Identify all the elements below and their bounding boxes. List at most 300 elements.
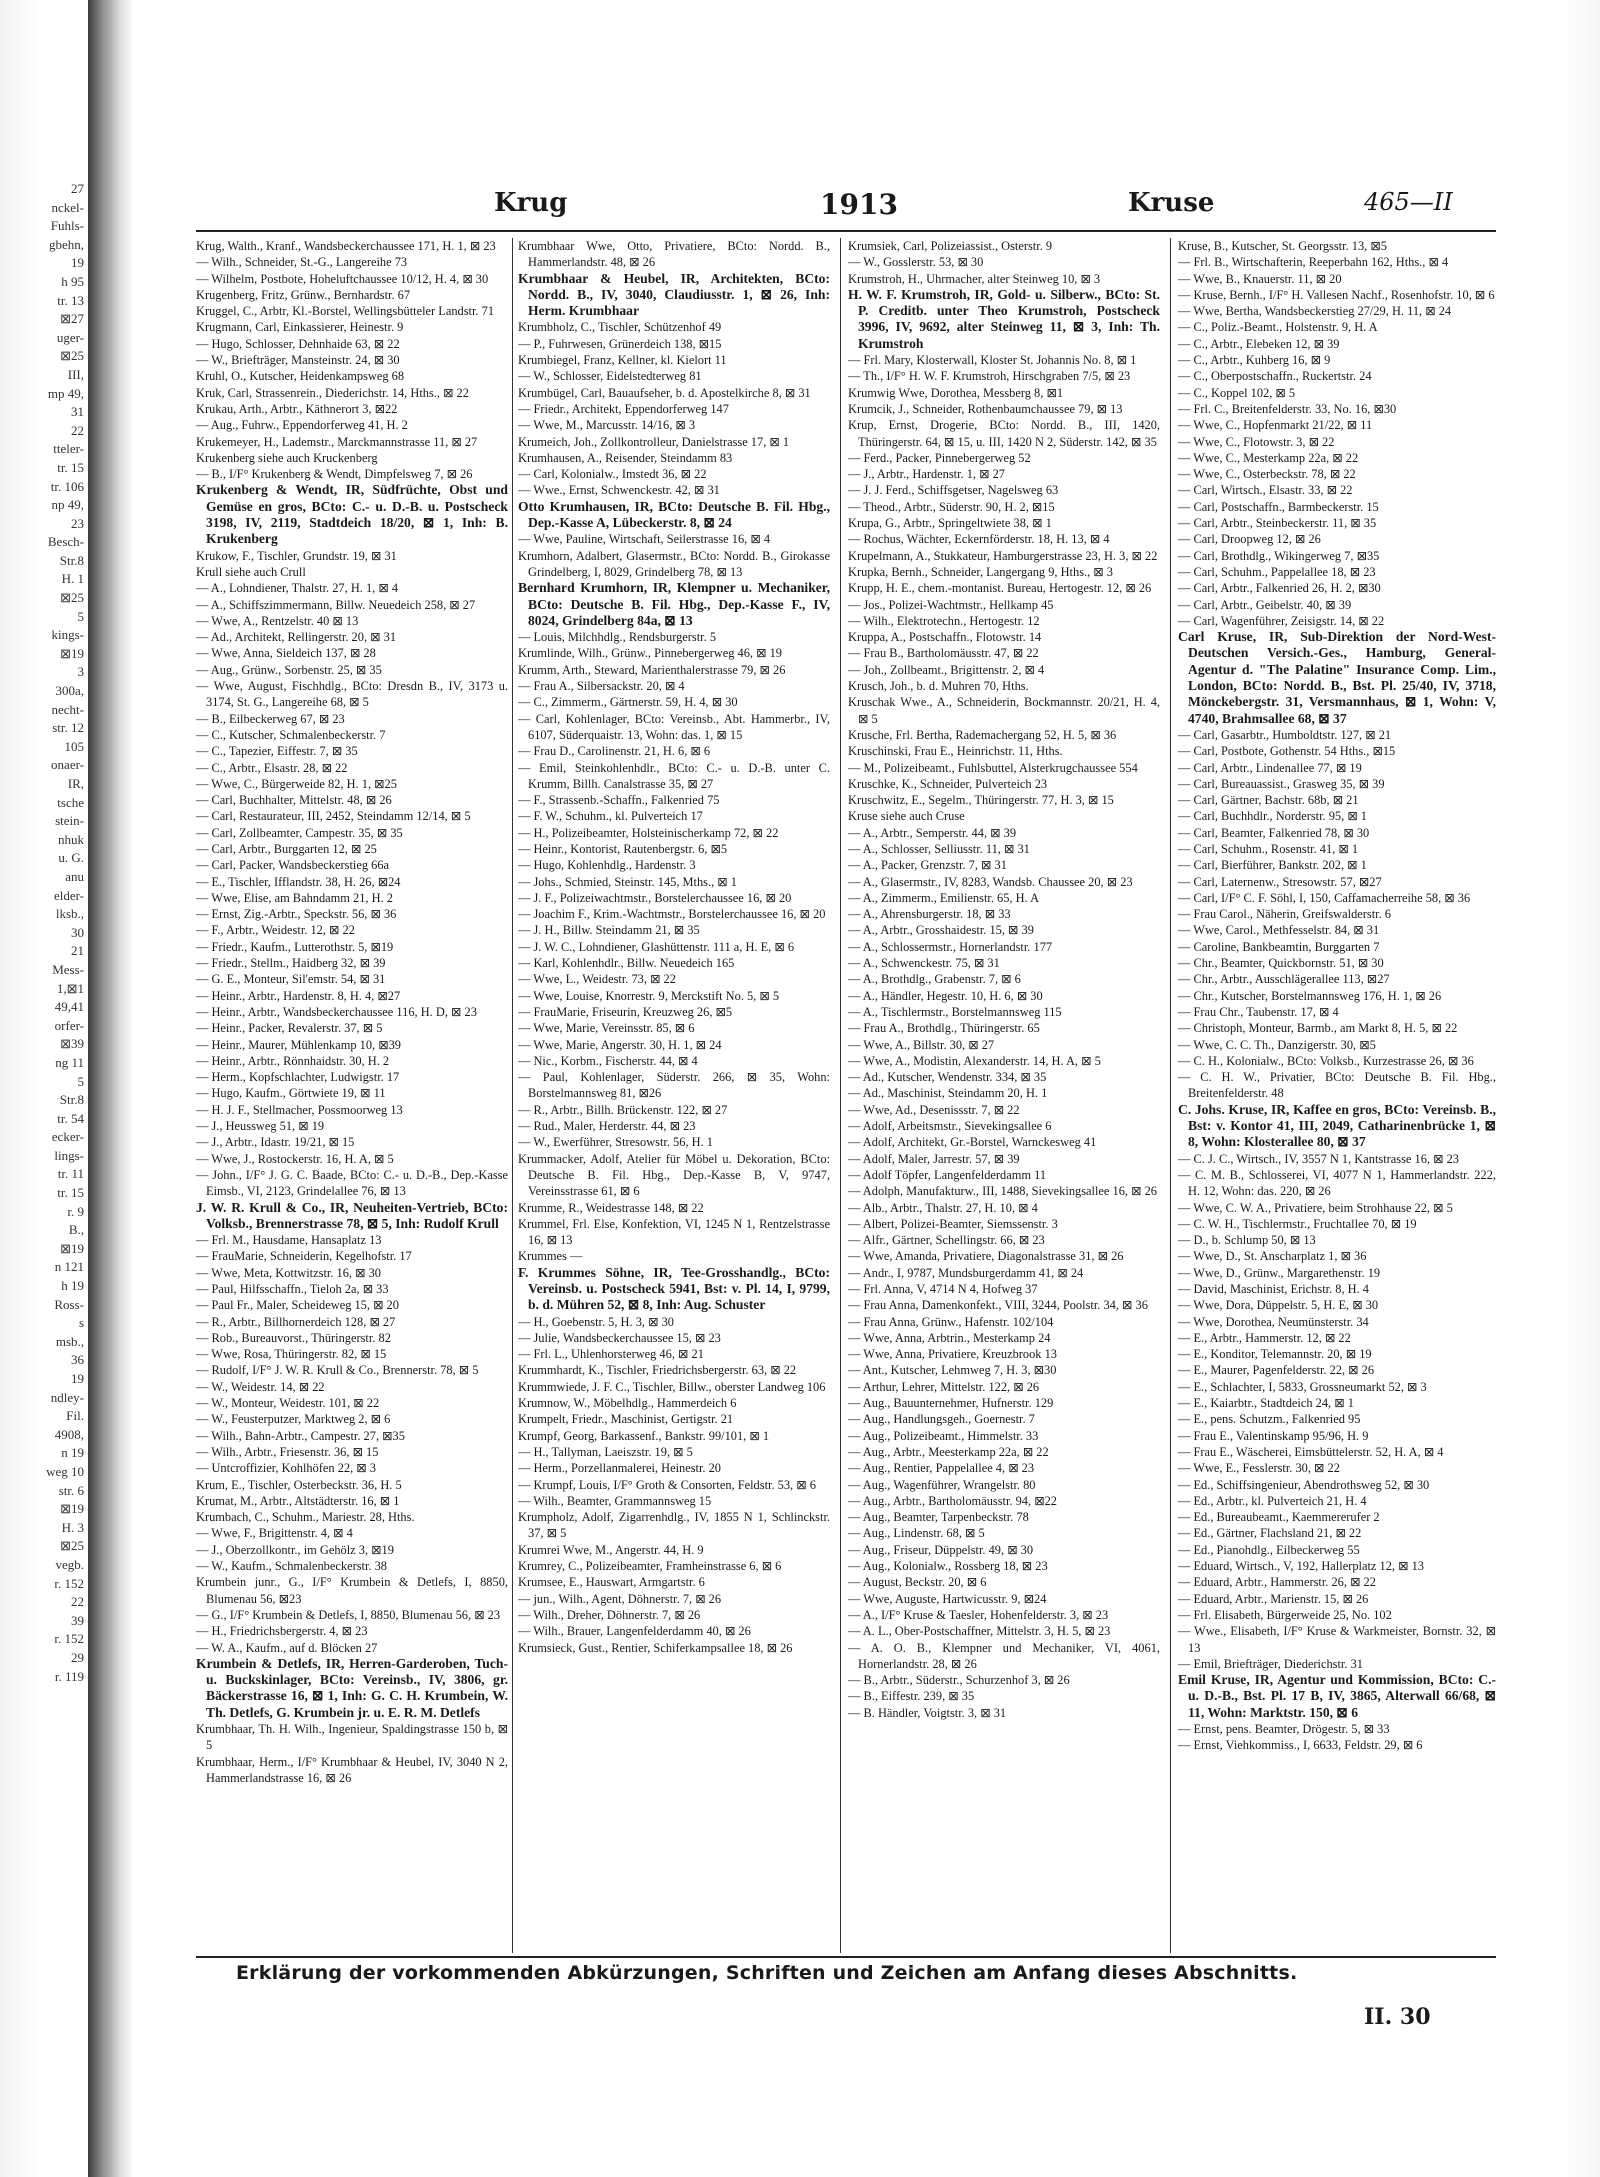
facing-page-fragment: s bbox=[78, 1315, 84, 1331]
directory-entry: — A., Packer, Grenzstr. 7, ⊠ 31 bbox=[848, 858, 1007, 873]
directory-entry: — Aug., Beamter, Tarpenbeckstr. 78 bbox=[848, 1510, 1029, 1525]
directory-entry: — Frau Carol., Näherin, Greifswalderstr. 6 bbox=[1178, 907, 1391, 922]
directory-entry: Krumlinde, Wilh., Grünw., Pinnebergerweg 46, ⊠ 19 bbox=[518, 646, 782, 661]
directory-page bbox=[196, 178, 1496, 2058]
directory-entry: — Hugo, Kaufm., Görtwiete 19, ⊠ 11 bbox=[196, 1086, 386, 1101]
directory-entry: — Carl, Buchhalter, Mittelstr. 48, ⊠ 26 bbox=[196, 793, 392, 808]
facing-page-fragment: str. 6 bbox=[58, 1482, 84, 1498]
directory-entry: — Frau E., Valentinskamp 95/96, H. 9 bbox=[1178, 1428, 1369, 1443]
directory-entry: Krummel, Frl. Else, Konfektion, VI, 1245 N 1, Rentzelstrasse 16, ⊠ 13 bbox=[518, 1216, 830, 1248]
facing-page-fragment: 5 bbox=[77, 608, 84, 624]
facing-page-fragment: ⊠25 bbox=[60, 1538, 84, 1554]
directory-entry: — Wilh., Bahn-Arbtr., Campestr. 27, ⊠35 bbox=[196, 1428, 405, 1443]
directory-entry: — Ad., Architekt, Rellingerstr. 20, ⊠ 31 bbox=[196, 630, 397, 645]
directory-entry: Kruppa, A., Postschaffn., Flotowstr. 14 bbox=[848, 630, 1042, 645]
facing-page-fragment: ng 11 bbox=[55, 1054, 84, 1070]
directory-entry: — C. H. W., Privatier, BCto: Deutsche B. Fil. Hbg., Breitenfelderstr. 48 bbox=[1178, 1070, 1496, 1101]
directory-entry: — Untcroffizier, Kohlhöfen 22, ⊠ 3 bbox=[196, 1461, 376, 1476]
directory-entry: — C., Arbtr., Kuhberg 16, ⊠ 9 bbox=[1178, 353, 1331, 368]
directory-entry: — Adolf, Architekt, Gr.-Borstel, Warnckesweg 41 bbox=[848, 1135, 1097, 1150]
directory-entry: — Wwe, Bertha, Wandsbeckerstieg 27/29, H. 11, ⊠ 24 bbox=[1178, 304, 1452, 319]
facing-page-fragment: Str.8 bbox=[59, 1092, 84, 1108]
directory-entry: Kruhl, O., Kutscher, Heidenkampsweg 68 bbox=[196, 369, 405, 384]
directory-entry: Kruse, B., Kutscher, St. Georgsstr. 13, ⊠5 bbox=[1178, 239, 1387, 253]
facing-page-fragment: ⊠19 bbox=[60, 1240, 84, 1256]
directory-entry: — Heinr., Packer, Revalerstr. 37, ⊠ 5 bbox=[196, 1021, 383, 1036]
directory-entry: — Heinr., Maurer, Mühlenkamp 10, ⊠39 bbox=[196, 1037, 402, 1052]
directory-entry: — Adolf Töpfer, Langenfelderdamm 11 bbox=[848, 1167, 1047, 1182]
directory-entry: — Carl, Arbtr., Burggarten 12, ⊠ 25 bbox=[196, 841, 377, 856]
entry-columns bbox=[196, 238, 1496, 1953]
facing-page-fragment: ⊠25 bbox=[60, 348, 84, 364]
directory-entry: — Hugo, Kohlenhdlg., Hardenstr. 3 bbox=[518, 858, 696, 873]
directory-entry: — Adolph, Manufakturw., III, 1488, Sievekingsallee 16, ⊠ 26 bbox=[848, 1184, 1157, 1199]
directory-entry: — Friedr., Stellm., Haidberg 32, ⊠ 39 bbox=[196, 956, 386, 971]
directory-entry: — B., Eiffestr. 239, ⊠ 35 bbox=[848, 1689, 975, 1704]
directory-entry: Bernhard Krumhorn, IR, Klempner u. Mechaniker, BCto: Deutsche B. Fil. Hbg., Dep.-Kasse F., IV, 8024, Grindelberg 84a, ⊠ 13 bbox=[518, 580, 830, 628]
directory-entry: — Jos., Polizei-Wachtmstr., Hellkamp 45 bbox=[848, 597, 1054, 612]
directory-entry: — Emil, Steinkohlenhdlr., BCto: C.- u. D.-B. unter C. Krumm, Billh. Canalstrasse 35, ⊠ 27 bbox=[518, 760, 830, 791]
directory-entry: — Wwe, E., Fesslerstr. 30, ⊠ 22 bbox=[1178, 1461, 1340, 1476]
directory-entry: Krukenberg & Wendt, IR, Südfrüchte, Obst und Gemüse en gros, BCto: C.- u. D.-B. u. Postscheck 3198, IV, 2119, Stadtdeich 18/20, ⊠ 1, Inh: B. Krukenberg bbox=[196, 482, 508, 547]
facing-page-fragment: Str.8 bbox=[59, 552, 84, 568]
facing-page-fragment: r. 119 bbox=[54, 1668, 84, 1684]
directory-entry: — A., Arbtr., Grosshaidestr. 15, ⊠ 39 bbox=[848, 923, 1034, 938]
column-divider bbox=[1170, 238, 1171, 1953]
directory-entry: Krumbhaar, Th. H. Wilh., Ingenieur, Spaldingstrasse 150 b, ⊠ 5 bbox=[196, 1722, 508, 1753]
directory-entry: — E., Kaiarbtr., Stadtdeich 24, ⊠ 1 bbox=[1178, 1396, 1354, 1411]
directory-entry: — H., Tallyman, Laeiszstr. 19, ⊠ 5 bbox=[518, 1444, 693, 1459]
directory-entry: — Wwe., Elisabeth, I/F° Kruse & Warkmeister, Bornstr. 32, ⊠ 13 bbox=[1178, 1624, 1496, 1655]
facing-page-fragment: 19 bbox=[71, 1371, 84, 1386]
directory-entry: — Heinr., Arbtr., Wandsbeckerchaussee 116, H. D, ⊠ 23 bbox=[196, 1004, 477, 1019]
directory-entry: — A., Glasermstr., IV, 8283, Wandsb. Chaussee 20, ⊠ 23 bbox=[848, 874, 1133, 889]
facing-page-fragment: tr. 11 bbox=[57, 1166, 84, 1182]
column-1 bbox=[196, 238, 508, 1953]
directory-entry: — Ant., Kutscher, Lehmweg 7, H. 3, ⊠30 bbox=[848, 1363, 1057, 1378]
directory-entry: — Carl, Schuhm., Rosenstr. 41, ⊠ 1 bbox=[1178, 841, 1359, 856]
directory-entry: — R., Arbtr., Billh. Brückenstr. 122, ⊠ 27 bbox=[518, 1102, 728, 1117]
directory-entry: Krumme, R., Weidestrasse 148, ⊠ 22 bbox=[518, 1200, 704, 1215]
directory-entry: Krumnow, W., Möbelhdlg., Hammerdeich 6 bbox=[518, 1396, 737, 1411]
directory-entry: — Carl, Laternenw., Stresowstr. 57, ⊠27 bbox=[1178, 874, 1382, 889]
directory-entry: — H., Friedrichsbergerstr. 4, ⊠ 23 bbox=[196, 1624, 368, 1639]
directory-entry: — Rudolf, I/F° J. W. R. Krull & Co., Brennerstr. 78, ⊠ 5 bbox=[196, 1363, 479, 1378]
directory-entry: — Wwe, A., Modistin, Alexanderstr. 14, H. A, ⊠ 5 bbox=[848, 1053, 1101, 1068]
directory-entry: — Carl, Arbtr., Lindenallee 77, ⊠ 19 bbox=[1178, 760, 1362, 775]
directory-entry: C. Johs. Kruse, IR, Kaffee en gros, BCto: Vereinsb. B., Bst: v. Kontor 41, III, 2049, Catharinenbrücke 1, ⊠ 8, Wohn: Klosterallee 80, ⊠ 37 bbox=[1178, 1101, 1496, 1150]
directory-entry: — Paul, Kohlenlager, Süderstr. 266, ⊠ 35, Wohn: Borstelmannsweg 81, ⊠26 bbox=[518, 1070, 830, 1101]
directory-entry: — Eduard, Arbtr., Hammerstr. 26, ⊠ 22 bbox=[1178, 1575, 1376, 1590]
directory-entry: — Caroline, Bankbeamtin, Burggarten 7 bbox=[1178, 939, 1380, 954]
directory-entry: — C. M. B., Schlosserei, VI, 4077 N 1, Hammerlandstr. 222, H. 12, Wohn: das. 220, ⊠ 26 bbox=[1178, 1167, 1496, 1199]
directory-entry: — Joachim F., Krim.-Wachtmstr., Borstelerchaussee 16, ⊠ 20 bbox=[518, 907, 826, 922]
header-rule bbox=[196, 230, 1496, 232]
directory-entry: — Wilh., Elektrotechn., Hertogestr. 12 bbox=[848, 613, 1040, 628]
directory-entry: — A. L., Ober-Postschaffner, Mittelstr. 3, H. 5, ⊠ 23 bbox=[848, 1624, 1111, 1639]
facing-page-fragment: elder- bbox=[53, 887, 84, 903]
directory-entry: — Chr., Kutscher, Borstelmannsweg 176, H. 1, ⊠ 26 bbox=[1178, 988, 1442, 1003]
book-gutter bbox=[88, 0, 134, 2177]
facing-page-fragment: 300a, bbox=[55, 683, 84, 699]
directory-entry: — Carl, Brothdlg., Wikingerweg 7, ⊠35 bbox=[1178, 548, 1380, 563]
directory-entry: — jun., Wilh., Agent, Döhnerstr. 7, ⊠ 26 bbox=[518, 1591, 722, 1606]
directory-entry: — Carl, Gärtner, Bachstr. 68b, ⊠ 21 bbox=[1178, 793, 1359, 808]
directory-entry: — Wwe, A., Billstr. 30, ⊠ 27 bbox=[848, 1037, 995, 1052]
directory-entry: — C., Kutscher, Schmalenbeckerstr. 7 bbox=[196, 727, 386, 742]
directory-entry: — B., Eilbeckerweg 67, ⊠ 23 bbox=[196, 711, 345, 726]
directory-entry: — Wwe, C. C. Th., Danzigerstr. 30, ⊠5 bbox=[1178, 1037, 1376, 1052]
directory-entry: — M., Polizeibeamt., Fuhlsbuttel, Alsterkrugchaussee 554 bbox=[848, 760, 1138, 775]
directory-entry: — W., Weidestr. 14, ⊠ 22 bbox=[196, 1379, 325, 1394]
directory-entry: — Rochus, Wächter, Eckernförderstr. 18, H. 13, ⊠ 4 bbox=[848, 532, 1110, 547]
facing-page-fragment: ⊠19 bbox=[60, 1501, 84, 1517]
facing-page-fragment: gbehn, bbox=[48, 236, 84, 252]
directory-entry: — Frau E., Wäscherei, Eimsbüttelerstr. 52, H. A, ⊠ 4 bbox=[1178, 1444, 1444, 1459]
directory-entry: — Louis, Milchhdlg., Rendsburgerstr. 5 bbox=[518, 630, 717, 645]
directory-entry: — Carl, Postschaffn., Barmbeckerstr. 15 bbox=[1178, 499, 1379, 514]
directory-entry: — Wwe, Marie, Angerstr. 30, H. 1, ⊠ 24 bbox=[518, 1037, 722, 1052]
directory-entry: Krusche, Frl. Bertha, Rademachergang 52, H. 5, ⊠ 36 bbox=[848, 727, 1117, 742]
column-divider bbox=[512, 238, 513, 1953]
directory-entry: Krumbach, C., Schuhm., Mariestr. 28, Hths. bbox=[196, 1510, 415, 1525]
directory-entry: — Ed., Schiffsingenieur, Abendrothsweg 52, ⊠ 30 bbox=[1178, 1477, 1430, 1492]
column-3 bbox=[848, 238, 1160, 1953]
directory-entry: — Wwe, Meta, Kottwitzstr. 16, ⊠ 30 bbox=[196, 1265, 381, 1280]
directory-entry: — Eduard, Wirtsch., V, 192, Hallerplatz 12, ⊠ 13 bbox=[1178, 1559, 1424, 1574]
directory-entry: — Wwe, Rosa, Thüringerstr. 82, ⊠ 15 bbox=[196, 1347, 387, 1362]
directory-entry: — Frau Chr., Taubenstr. 17, ⊠ 4 bbox=[1178, 1004, 1339, 1019]
directory-entry: — Hugo, Schlosser, Dehnhaide 63, ⊠ 22 bbox=[196, 336, 400, 351]
directory-entry: — Frl. Anna, V, 4714 N 4, Hofweg 37 bbox=[848, 1282, 1038, 1296]
directory-entry: — John., I/F° J. G. C. Baade, BCto: C.- u. D.-B., Dep.-Kasse Eimsb., VI, 2123, Grindelallee 76, ⊠ 13 bbox=[196, 1167, 508, 1199]
directory-entry: — Frau A., Brothdlg., Thüringerstr. 65 bbox=[848, 1021, 1040, 1036]
directory-entry: F. Krummes Söhne, IR, Tee-Grosshandlg., BCto: Vereinsb. u. Postscheck 5941, Bst: v. Pl. 14, I, 9799, b. d. Mühren 52, ⊠ 8, Inh: Aug. Schuster bbox=[518, 1264, 830, 1313]
facing-page-fragment: ⊠27 bbox=[60, 311, 84, 327]
directory-entry: — Heinr., Arbtr., Hardenstr. 8, H. 4, ⊠27 bbox=[196, 988, 401, 1003]
facing-page-fragment: Mess- bbox=[52, 961, 84, 977]
directory-entry: Krugmann, Carl, Einkassierer, Heinestr. 9 bbox=[196, 320, 404, 335]
directory-entry: — Carl, Schuhm., Pappelallee 18, ⊠ 23 bbox=[1178, 564, 1376, 579]
directory-entry: — C., Poliz.-Beamt., Holstenstr. 9, H. A bbox=[1178, 320, 1378, 335]
directory-entry: Krumsiek, Carl, Polizeiassist., Osterstr. 9 bbox=[848, 239, 1053, 253]
directory-entry: Krummacker, Adolf, Atelier für Möbel u. Dekoration, BCto: Deutsche B. Fil. Hbg., Dep.-Kasse B, V, 9747, Vereinsstrasse 61, ⊠ 6 bbox=[518, 1151, 830, 1199]
directory-entry: — J. J. Ferd., Schiffsgetser, Nagelsweg 63 bbox=[848, 483, 1059, 498]
directory-entry: — C., Zimmerm., Gärtnerstr. 59, H. 4, ⊠ 30 bbox=[518, 695, 738, 710]
facing-page-fragment: 29 bbox=[71, 1649, 84, 1665]
directory-entry: Krum, E., Tischler, Osterbeckstr. 36, H. 5 bbox=[196, 1477, 402, 1492]
directory-entry: Krumbhaar & Heubel, IR, Architekten, BCto: Nordd. B., IV, 3040, Claudiusstr. 1, ⊠ 26, Inh: Herm. Krumbhaar bbox=[518, 270, 830, 319]
directory-entry: — C., Arbtr., Elsastr. 28, ⊠ 22 bbox=[196, 760, 348, 775]
directory-entry: Krumhorn, Adalbert, Glasermstr., BCto: Nordd. B., Girokasse Grindelberg, I, 8029, Grindelberg 78, ⊠ 13 bbox=[518, 548, 830, 579]
facing-page-fragment: nhuk bbox=[58, 831, 84, 847]
directory-entry: — Carl, Droopweg 12, ⊠ 26 bbox=[1178, 532, 1321, 547]
directory-entry: — Carl, Kohlenlager, BCto: Vereinsb., Abt. Hammerbr., IV, 6107, Süderquaistr. 13, Wohn: das. 1, ⊠ 15 bbox=[518, 711, 830, 742]
directory-entry: — Albert, Polizei-Beamter, Siemssenstr. 3 bbox=[848, 1216, 1058, 1231]
directory-entry: — A., Schlosser, Selliusstr. 11, ⊠ 31 bbox=[848, 841, 1030, 856]
facing-page-fragment: 49,41 bbox=[54, 999, 84, 1015]
directory-entry: — Wilh., Dreher, Döhnerstr. 7, ⊠ 26 bbox=[518, 1607, 701, 1622]
directory-entry: — Aug., Arbtr., Meesterkamp 22a, ⊠ 22 bbox=[848, 1444, 1049, 1459]
directory-entry: — Wwe, C., Bürgerweide 82, H. 1, ⊠25 bbox=[196, 776, 397, 791]
directory-entry: — Wwe., Ernst, Schwenckestr. 42, ⊠ 31 bbox=[518, 483, 720, 498]
directory-entry: — J., Arbtr., Idastr. 19/21, ⊠ 15 bbox=[196, 1135, 355, 1150]
directory-entry: — Carl, Wirtsch., Elsastr. 33, ⊠ 22 bbox=[1178, 483, 1353, 498]
directory-entry: — Aug., Rentier, Pappelallee 4, ⊠ 23 bbox=[848, 1461, 1035, 1476]
directory-entry: Krupp, H. E., chem.-montanist. Bureau, Hertogestr. 12, ⊠ 26 bbox=[848, 581, 1152, 596]
directory-entry: — Heinr., Arbtr., Rönnhaidstr. 30, H. 2 bbox=[196, 1053, 390, 1068]
directory-entry: — D., b. Schlump 50, ⊠ 13 bbox=[1178, 1233, 1316, 1248]
directory-entry: — Wilh., Beamter, Grammannsweg 15 bbox=[518, 1493, 712, 1508]
directory-entry: — Ed., Bureaubeamt., Kaemmererufer 2 bbox=[1178, 1510, 1380, 1525]
directory-entry: — Ed., Gärtner, Flachsland 21, ⊠ 22 bbox=[1178, 1526, 1362, 1541]
directory-entry: — Chr., Arbtr., Ausschlägerallee 113, ⊠27 bbox=[1178, 972, 1390, 987]
directory-entry: — Wwe, Ad., Desenissstr. 7, ⊠ 22 bbox=[848, 1102, 1020, 1117]
directory-entry: — Alb., Arbtr., Thalstr. 27, H. 10, ⊠ 4 bbox=[848, 1200, 1038, 1215]
directory-entry: — Emil, Briefträger, Diederichstr. 31 bbox=[1178, 1656, 1363, 1671]
directory-entry: Krukemeyer, H., Lademstr., Marckmannstrasse 11, ⊠ 27 bbox=[196, 434, 478, 449]
directory-entry: — Aug., Lindenstr. 68, ⊠ 5 bbox=[848, 1526, 985, 1541]
directory-entry: — Wwe, C., Flotowstr. 3, ⊠ 22 bbox=[1178, 434, 1335, 449]
facing-page-fragment: kings- bbox=[51, 627, 84, 643]
directory-entry: Krup, Ernst, Drogerie, BCto: Nordd. B., III, 1420, Thüringerstr. 64, ⊠ 15, u. III, 1420 N 2, Süderstr. 142, ⊠ 35 bbox=[848, 418, 1160, 449]
header-year: 1913 bbox=[820, 188, 898, 221]
directory-entry: — Ferd., Packer, Pinnebergerweg 52 bbox=[848, 450, 1031, 465]
facing-page-fragment: H. 1 bbox=[61, 571, 84, 587]
directory-entry: — Frl. Mary, Klosterwall, Kloster St. Johannis No. 8, ⊠ 1 bbox=[848, 353, 1137, 368]
directory-entry: Carl Kruse, IR, Sub-Direktion der Nord-West-Deutschen Versich.-Ges., Hamburg, General-Agentur d. "The Palatine" Insurance Comp. Lim., London, BCto: Nordd. B., Bst. Pl. 25/40, IV, 3718, Mönckebergstr. 31, Versmannhaus, ⊠ 1, Wohn: V, 4740, Brahmsallee 68, ⊠ 37 bbox=[1178, 629, 1496, 726]
facing-page-fragment: nckel- bbox=[51, 199, 84, 215]
directory-entry: Kruschinski, Frau E., Heinrichstr. 11, Hths. bbox=[848, 744, 1063, 759]
facing-page-fragment: np 49, bbox=[51, 497, 84, 513]
directory-entry: Kruschke, K., Schneider, Pulverteich 23 bbox=[848, 776, 1048, 791]
facing-page-fragment: orfer- bbox=[54, 1017, 84, 1033]
directory-entry: — Johs., Schmied, Steinstr. 145, Mths., ⊠ 1 bbox=[518, 874, 737, 889]
directory-entry: — Wilh., Arbtr., Friesenstr. 36, ⊠ 15 bbox=[196, 1444, 379, 1459]
facing-page-fragment: 31 bbox=[71, 404, 84, 420]
facing-page-edge bbox=[0, 180, 88, 2060]
directory-entry: Krumbhaar Wwe, Otto, Privatiere, BCto: Nordd. B., Hammerlandstr. 48, ⊠ 26 bbox=[518, 239, 830, 270]
directory-entry: — Krumpf, Louis, I/F° Groth & Consorten, Feldstr. 53, ⊠ 6 bbox=[518, 1477, 816, 1492]
directory-entry: Krumwig Wwe, Dorothea, Messberg 8, ⊠1 bbox=[848, 385, 1064, 400]
directory-entry: — Carl, Packer, Wandsbeckerstieg 66a bbox=[196, 858, 390, 873]
directory-entry: Krukenberg siehe auch Kruckenberg bbox=[196, 450, 378, 465]
facing-page-fragment: 30 bbox=[71, 924, 84, 940]
directory-entry: Otto Krumhausen, IR, BCto: Deutsche B. Fil. Hbg., Dep.-Kasse A, Lübeckerstr. 8, ⊠ 24 bbox=[518, 498, 830, 531]
directory-entry: — J. F., Polizeiwachtmstr., Borstelerchaussee 16, ⊠ 20 bbox=[518, 890, 792, 905]
directory-entry: — Wwe, L., Weidestr. 73, ⊠ 22 bbox=[518, 972, 676, 987]
directory-entry: — Frl. L., Uhlenhorsterweg 46, ⊠ 21 bbox=[518, 1347, 704, 1362]
directory-entry: — B., Arbtr., Süderstr., Schurzenhof 3, ⊠ 26 bbox=[848, 1673, 1070, 1688]
facing-page-fragment: H. 3 bbox=[61, 1519, 84, 1535]
abbreviation-note: Erklärung der vorkommenden Abkürzungen, Schriften und Zeichen am Anfang dieses Abschnitts. bbox=[236, 1962, 1298, 1984]
directory-entry: — Wwe, Anna, Privatiere, Kreuzbrook 13 bbox=[848, 1347, 1057, 1362]
directory-entry: — Paul, Hilfsschaffn., Tieloh 2a, ⊠ 33 bbox=[196, 1282, 389, 1296]
directory-entry: — Alfr., Gärtner, Schellingstr. 66, ⊠ 23 bbox=[848, 1233, 1045, 1248]
directory-entry: — Frl. Elisabeth, Bürgerweide 25, No. 102 bbox=[1178, 1607, 1392, 1622]
directory-entry: — Wwe, Marie, Vereinsstr. 85, ⊠ 6 bbox=[518, 1021, 695, 1036]
facing-page-fragment: ⊠25 bbox=[60, 590, 84, 606]
facing-page-fragment: 105 bbox=[64, 738, 84, 754]
directory-entry: Krummwiede, J. F. C., Tischler, Billw., oberster Landweg 106 bbox=[518, 1379, 826, 1394]
directory-entry: — Wwe, Dora, Düppelstr. 5, H. E, ⊠ 30 bbox=[1178, 1298, 1379, 1313]
directory-entry: — A., Brothdlg., Grabenstr. 7, ⊠ 6 bbox=[848, 972, 1021, 987]
directory-entry: Krupelmann, A., Stukkateur, Hamburgerstrasse 23, H. 3, ⊠ 22 bbox=[848, 548, 1158, 563]
directory-entry: — A. O. B., Klempner und Mechaniker, VI, 4061, Hornerlandstr. 28, ⊠ 26 bbox=[848, 1640, 1160, 1671]
directory-entry: — Ad., Maschinist, Steindamm 20, H. 1 bbox=[848, 1086, 1048, 1101]
directory-entry: — Wilh., Brauer, Langenfelderdamm 40, ⊠ 26 bbox=[518, 1624, 751, 1639]
directory-entry: — Carl, I/F° C. F. Söhl, I, 150, Caffamacherreihe 58, ⊠ 36 bbox=[1178, 890, 1471, 905]
directory-entry: — Carl, Bierführer, Bankstr. 202, ⊠ 1 bbox=[1178, 858, 1367, 873]
directory-entry: — W., Kaufm., Schmalenbeckerstr. 38 bbox=[196, 1559, 387, 1574]
facing-page-fragment: n 19 bbox=[61, 1445, 84, 1461]
directory-entry: — Aug., Handlungsgeh., Goernestr. 7 bbox=[848, 1412, 1035, 1427]
facing-page-fragment: str. 12 bbox=[52, 720, 84, 736]
directory-entry: — Ernst, Zig.-Arbtr., Speckstr. 56, ⊠ 36 bbox=[196, 907, 397, 922]
directory-entry: Krug, Walth., Kranf., Wandsbeckerchaussee 171, H. 1, ⊠ 23 bbox=[196, 239, 496, 253]
directory-entry: — Kruse, Bernh., I/F° H. Vallesen Nachf., Rosenhofstr. 10, ⊠ 6 bbox=[1178, 287, 1495, 302]
directory-entry: Krugenberg, Fritz, Grünw., Bernhardstr. 67 bbox=[196, 287, 411, 302]
directory-entry: — Nic., Korbm., Fischerstr. 44, ⊠ 4 bbox=[518, 1053, 698, 1068]
directory-entry: — Wwe, Dorothea, Neumünsterstr. 34 bbox=[1178, 1314, 1369, 1329]
directory-entry: — Frl. B., Wirtschafterin, Reeperbahn 162, Hths., ⊠ 4 bbox=[1178, 255, 1449, 270]
directory-entry: — Wwe, Louise, Knorrestr. 9, Merckstift No. 5, ⊠ 5 bbox=[518, 988, 780, 1003]
directory-entry: — Frl. M., Hausdame, Hansaplatz 13 bbox=[196, 1233, 382, 1248]
facing-page-fragment: h 19 bbox=[61, 1278, 84, 1294]
directory-entry: Krumbhaar, Herm., I/F° Krumbhaar & Heubel, IV, 3040 N 2, Hammerlandstrasse 16, ⊠ 26 bbox=[196, 1754, 508, 1785]
directory-entry: — W., Schlosser, Eidelstedterweg 81 bbox=[518, 369, 702, 384]
directory-entry: — Theod., Arbtr., Süderstr. 90, H. 2, ⊠15 bbox=[848, 499, 1055, 514]
directory-entry: — B. Händler, Voigtstr. 3, ⊠ 31 bbox=[848, 1705, 1007, 1720]
directory-entry: — FrauMarie, Schneiderin, Kegelhofstr. 17 bbox=[196, 1249, 412, 1264]
directory-entry: — J. H., Billw. Steindamm 21, ⊠ 35 bbox=[518, 923, 700, 938]
directory-entry: — J., Oberzollkontr., im Gehölz 3, ⊠19 bbox=[196, 1542, 394, 1557]
directory-entry: — Carl, Arbtr., Steinbeckerstr. 11, ⊠ 35 bbox=[1178, 516, 1377, 531]
directory-entry: Kruse siehe auch Cruse bbox=[848, 809, 965, 824]
directory-entry: — Carl, Restaurateur, III, 2452, Steindamm 12/14, ⊠ 5 bbox=[196, 809, 471, 824]
directory-entry: Krumrei Wwe, M., Angerstr. 44, H. 9 bbox=[518, 1542, 704, 1557]
facing-page-fragment: IR, bbox=[67, 776, 84, 791]
directory-entry: — Wwe, D., Grünw., Margarethenstr. 19 bbox=[1178, 1265, 1381, 1280]
directory-entry: — Ad., Kutscher, Wendenstr. 334, ⊠ 35 bbox=[848, 1070, 1047, 1085]
directory-entry: Krusch, Joh., b. d. Muhren 70, Hths. bbox=[848, 679, 1029, 694]
directory-entry: — W., Ewerführer, Stresowstr. 56, H. 1 bbox=[518, 1135, 713, 1150]
directory-entry: — H., Goebenstr. 5, H. 3, ⊠ 30 bbox=[518, 1314, 674, 1329]
directory-entry: — Wwe, M., Marcusstr. 14/16, ⊠ 3 bbox=[518, 418, 696, 433]
directory-entry: — Carl, Kolonialw., Imstedt 36, ⊠ 22 bbox=[518, 467, 707, 482]
facing-page-fragment: r. 152 bbox=[54, 1575, 84, 1591]
directory-entry: — C., Arbtr., Elebeken 12, ⊠ 39 bbox=[1178, 336, 1340, 351]
directory-entry: — Eduard, Arbtr., Marienstr. 15, ⊠ 26 bbox=[1178, 1591, 1369, 1606]
directory-entry: — Friedr., Kaufm., Lutterothstr. 5, ⊠19 bbox=[196, 939, 394, 954]
directory-entry: Emil Kruse, IR, Agentur und Kommission, BCto: C.- u. D.-B., Bst. Pl. 17 B, IV, 3865, Alterwall 66/68, ⊠ 11, Wohn: Marktstr. 150, ⊠ 6 bbox=[1178, 1672, 1496, 1720]
directory-entry: — Rob., Bureauvorst., Thüringerstr. 82 bbox=[196, 1330, 391, 1345]
directory-entry: — A., Tischlermstr., Borstelmannsweg 115 bbox=[848, 1004, 1062, 1019]
directory-entry: Krumat, M., Arbtr., Altstädterstr. 16, ⊠ 1 bbox=[196, 1493, 400, 1508]
facing-page-fragment: 23 bbox=[71, 515, 84, 531]
directory-entry: — Chr., Beamter, Quickbornstr. 51, ⊠ 30 bbox=[1178, 956, 1384, 971]
section-page-reference: II. 30 bbox=[1364, 2004, 1431, 2030]
directory-entry: — A., Lohndiener, Thalstr. 27, H. 1, ⊠ 4 bbox=[196, 581, 399, 596]
facing-page-fragment: ndley- bbox=[50, 1389, 84, 1405]
directory-entry: — Ernst, Viehkommiss., I, 6633, Feldstr. 29, ⊠ 6 bbox=[1178, 1738, 1423, 1753]
directory-entry: — Aug., Grünw., Sorbenstr. 25, ⊠ 35 bbox=[196, 662, 382, 677]
directory-entry: — August, Beckstr. 20, ⊠ 6 bbox=[848, 1575, 987, 1590]
directory-entry: — A., Ahrensburgerstr. 18, ⊠ 33 bbox=[848, 907, 1011, 922]
directory-entry: Krumbiegel, Franz, Kellner, kl. Kielort 11 bbox=[518, 353, 727, 368]
page-header bbox=[196, 188, 1496, 228]
facing-page-fragment: 36 bbox=[71, 1352, 84, 1368]
directory-entry: — Carl, Gasarbtr., Humboldtstr. 127, ⊠ 21 bbox=[1178, 727, 1392, 742]
directory-entry: — B., I/F° Krukenberg & Wendt, Dimpfelsweg 7, ⊠ 26 bbox=[196, 467, 473, 482]
directory-entry: — Adolf, Maler, Jarrestr. 57, ⊠ 39 bbox=[848, 1151, 1020, 1166]
directory-entry: Krumpholz, Adolf, Zigarrenhdlg., IV, 1855 N 1, Schlinckstr. 37, ⊠ 5 bbox=[518, 1510, 830, 1541]
directory-entry: — Ed., Arbtr., kl. Pulverteich 21, H. 4 bbox=[1178, 1493, 1367, 1508]
facing-page-fragment: tr. 15 bbox=[57, 1185, 84, 1201]
directory-entry: — Joh., Zollbeamt., Brigittenstr. 2, ⊠ 4 bbox=[848, 662, 1045, 677]
directory-entry: — Wwe, Carol., Methfesselstr. 84, ⊠ 31 bbox=[1178, 923, 1380, 938]
facing-page-fragment: tr. 15 bbox=[57, 459, 84, 475]
directory-entry: — Wwe, Auguste, Hartwicusstr. 9, ⊠24 bbox=[848, 1591, 1047, 1606]
directory-entry: — W. A., Kaufm., auf d. Blöcken 27 bbox=[196, 1640, 378, 1655]
facing-page-fragment: h 95 bbox=[61, 273, 84, 289]
facing-page-fragment: n 121 bbox=[54, 1259, 84, 1275]
facing-page-fragment: r. 152 bbox=[54, 1631, 84, 1647]
directory-entry: — Wwe, B., Knauerstr. 11, ⊠ 20 bbox=[1178, 271, 1342, 286]
directory-entry: — G. E., Monteur, Sil'emstr. 54, ⊠ 31 bbox=[196, 972, 386, 987]
directory-entry: Krumpf, Georg, Barkassenf., Bankstr. 99/101, ⊠ 1 bbox=[518, 1428, 770, 1443]
directory-entry: Krummhardt, K., Tischler, Friedrichsbergerstr. 63, ⊠ 22 bbox=[518, 1363, 797, 1378]
directory-entry: — Carl, Postbote, Gothenstr. 54 Hths., ⊠15 bbox=[1178, 744, 1396, 759]
directory-entry: — Wwe, J., Rostockerstr. 16, H. A, ⊠ 5 bbox=[196, 1151, 394, 1166]
directory-entry: — Wwe, Elise, am Bahndamm 21, H. 2 bbox=[196, 890, 393, 905]
facing-page-fragment: u. G. bbox=[58, 850, 84, 866]
directory-entry: — Carl, Buchhdlr., Norderstr. 95, ⊠ 1 bbox=[1178, 809, 1367, 824]
directory-entry: — F. W., Schuhm., kl. Pulverteich 17 bbox=[518, 809, 703, 824]
directory-entry: Krumhausen, A., Reisender, Steindamm 83 bbox=[518, 450, 733, 465]
directory-entry: — Carl, Bureauassist., Grasweg 35, ⊠ 39 bbox=[1178, 776, 1385, 791]
directory-entry: Krumbein & Detlefs, IR, Herren-Garderoben, Tuch- u. Buckskinlager, BCto: Vereinsb., IV, 3806, gr. Bäckerstrasse 16, ⊠ 1, Inh: G. C. H. Krumbein, W. Th. Detlefs, G. Krumbein jr. u. E. R. M. Detlefs bbox=[196, 1655, 508, 1720]
directory-entry: H. W. F. Krumstroh, IR, Gold- u. Silberw., BCto: St. P. Creditb. unter Theo Krumstroh, Postscheck 3996, IV, 9692, alter Steinweg 11, ⊠ 3, Inh: Th. Krumstroh bbox=[848, 286, 1160, 351]
directory-entry: — Wwe, C., Hopfenmarkt 21/22, ⊠ 11 bbox=[1178, 418, 1373, 433]
directory-entry: — Frau D., Carolinenstr. 21, H. 6, ⊠ 6 bbox=[518, 744, 711, 759]
facing-page-fragment: 39 bbox=[71, 1612, 84, 1628]
directory-entry: — Ernst, pens. Beamter, Drögestr. 5, ⊠ 33 bbox=[1178, 1722, 1390, 1737]
directory-entry: — E., Maurer, Pagenfelderstr. 22, ⊠ 26 bbox=[1178, 1363, 1375, 1378]
directory-entry: Kruggel, C., Arbtr, Kl.-Borstel, Wellingsbütteler Landstr. 71 bbox=[196, 304, 495, 319]
directory-entry: — Adolf, Arbeitsmstr., Sievekingsallee 6 bbox=[848, 1119, 1052, 1134]
directory-entry: — Wwe, F., Brigittenstr. 4, ⊠ 4 bbox=[196, 1526, 353, 1541]
directory-entry: Krumm, Arth., Steward, Marienthalerstrasse 79, ⊠ 26 bbox=[518, 662, 786, 677]
directory-entry: Krumcik, J., Schneider, Rothenbaumchaussee 79, ⊠ 13 bbox=[848, 401, 1123, 416]
directory-entry: — Wilhelm, Postbote, Hoheluftchaussee 10/12, H. 4, ⊠ 30 bbox=[196, 271, 489, 286]
directory-entry: — Carl, Wagenführer, Zeisigstr. 14, ⊠ 22 bbox=[1178, 613, 1385, 628]
facing-page-fragment: 22 bbox=[71, 1594, 84, 1610]
directory-entry: — Aug., Fuhrw., Eppendorferweg 41, H. 2 bbox=[196, 418, 408, 433]
facing-page-fragment: tr. 13 bbox=[57, 292, 84, 308]
directory-entry: — Christoph, Monteur, Barmb., am Markt 8, H. 5, ⊠ 22 bbox=[1178, 1021, 1458, 1036]
directory-entry: — C. H., Kolonialw., BCto: Volksb., Kurzestrasse 26, ⊠ 36 bbox=[1178, 1053, 1474, 1068]
directory-entry: — Aug., Friseur, Düppelstr. 49, ⊠ 30 bbox=[848, 1542, 1034, 1557]
directory-entry: — Frau A., Silbersackstr. 20, ⊠ 4 bbox=[518, 679, 685, 694]
directory-entry: — Frau Anna, Damenkonfekt., VIII, 3244, Poolstr. 34, ⊠ 36 bbox=[848, 1298, 1148, 1313]
directory-entry: — W., Gosslerstr. 53, ⊠ 30 bbox=[848, 255, 984, 270]
facing-page-fragment: tsche bbox=[57, 794, 84, 810]
directory-entry: — A., I/F° Kruse & Taesler, Hohenfelderstr. 3, ⊠ 23 bbox=[848, 1607, 1109, 1622]
directory-entry: Kruschak Wwe., A., Schneiderin, Bockmannstr. 20/21, H. 4, ⊠ 5 bbox=[848, 695, 1160, 726]
facing-page-fragment: r. 9 bbox=[67, 1203, 84, 1219]
directory-entry: — Aug., Kolonialw., Rossberg 18, ⊠ 23 bbox=[848, 1559, 1048, 1574]
